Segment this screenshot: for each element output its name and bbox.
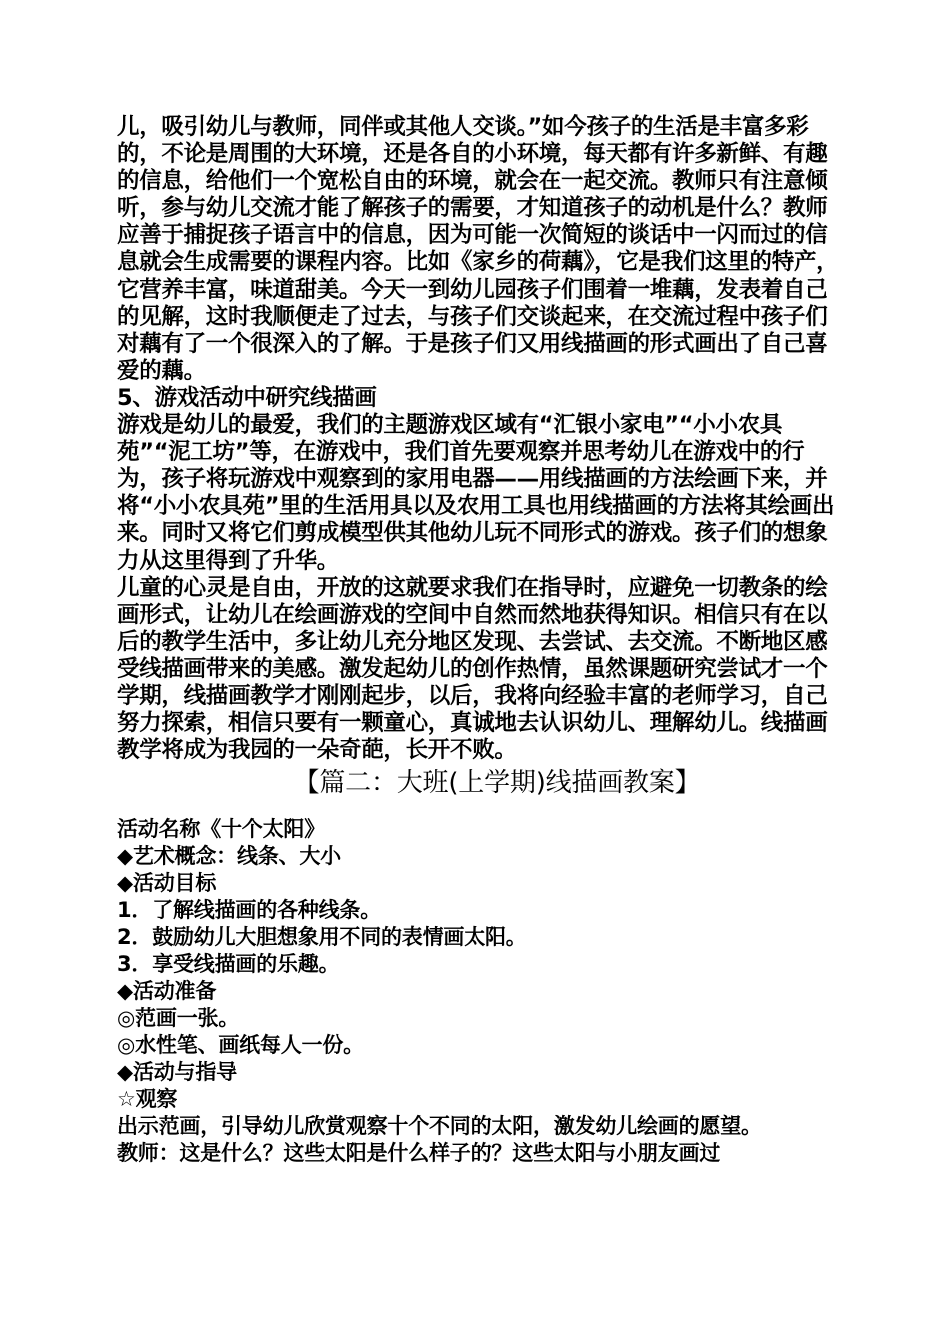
intro-paragraph: 儿，吸引幼儿与教师，同伴或其他人交谈。”如今孩子的生活是丰富多彩的，不论是周围的大环境，还是各自的小环境，每天都有许多新鲜、有趣的信息，给他们一个宽松自由的环境，就会在一起交流。教师只有注意倾听，参与幼儿交流才能了解孩子的需要，才知道孩子的动机是什么？教师应善于捕捉孩子语言中的信息，因为可能一次简短的谈话中一闪而过的信息就会生成需要的课程内容。比如《家乡的荷藕》，它是我们这里的特产，它营养丰富，味道甜美。今天一到幼儿园孩子们围着一堆藕，发表着自己的见解，这时我顺便走了过去，与孩子们交谈起来，在交流过程中孩子们对藕有了一个很深入的了解。于是孩子们又用线描画的形式画出了自己喜爱的藕。 [117, 114, 839, 384]
goal-item: 1．了解线描画的各种线条。 [117, 898, 382, 923]
section-title: 【篇二：大班(上学期)线描画教案】 [293, 768, 701, 799]
goal-item: 2．鼓励幼儿大胆想象用不同的表情画太阳。 [117, 925, 527, 950]
goal-item: 3．享受线描画的乐趣。 [117, 952, 340, 977]
activity-name: 活动名称《十个太阳》 [117, 817, 325, 842]
goals-heading: ◆活动目标 [117, 871, 217, 896]
art-concept: ◆艺术概念：线条、大小 [117, 844, 341, 869]
body-text [117, 114, 847, 764]
observe-text: 出示范画，引导幼儿欣赏观察十个不同的太阳，激发幼儿绘画的愿望。 [117, 1114, 762, 1139]
teacher-line: 教师：这是什么？这些太阳是什么样子的？这些太阳与小朋友画过 [117, 1141, 721, 1166]
closing-paragraph: 儿童的心灵是自由，开放的这就要求我们在指导时，应避免一切教条的绘画形式，让幼儿在绘画游戏的空间中自然而然地获得知识。相信只有在以后的教学生活中，多让幼儿充分地区发现、去尝试、去交流。不断地区感受线描画带来的美感。激发起幼儿的创作热情，虽然课题研究尝试才一个学期，线描画教学才刚刚起步，以后，我将向经验丰富的老师学习，自己努力探索，相信只要有一颗童心，真诚地去认识幼儿、理解幼儿。线描画教学将成为我园的一朵奇葩，长开不败。 [117, 574, 828, 764]
section-5-heading: 5、游戏活动中研究线描画 [117, 384, 377, 411]
prep-item: ◎水性笔、画纸每人一份。 [117, 1033, 364, 1058]
prep-heading: ◆活动准备 [117, 979, 217, 1004]
document-page [117, 114, 847, 1167]
lesson-plan [117, 816, 847, 1167]
observe-heading: ☆观察 [117, 1087, 178, 1112]
game-paragraph: 游戏是幼儿的最爱，我们的主题游戏区域有“汇银小家电”“小小农具苑”“泥工坊”等，在游戏中，我们首先要观察并思考幼儿在游戏中的行为，孩子将玩游戏中观察到的家用电器——用线描画的方法绘画下来，并将“小小农具苑”里的生活用具以及农用工具也用线描画的方法将其绘画出来。同时又将它们剪成模型供其他幼儿玩不同形式的游戏。孩子们的想象力从这里得到了升华。 [117, 412, 835, 574]
guide-heading: ◆活动与指导 [117, 1060, 237, 1085]
prep-item: ◎范画一张。 [117, 1006, 240, 1031]
